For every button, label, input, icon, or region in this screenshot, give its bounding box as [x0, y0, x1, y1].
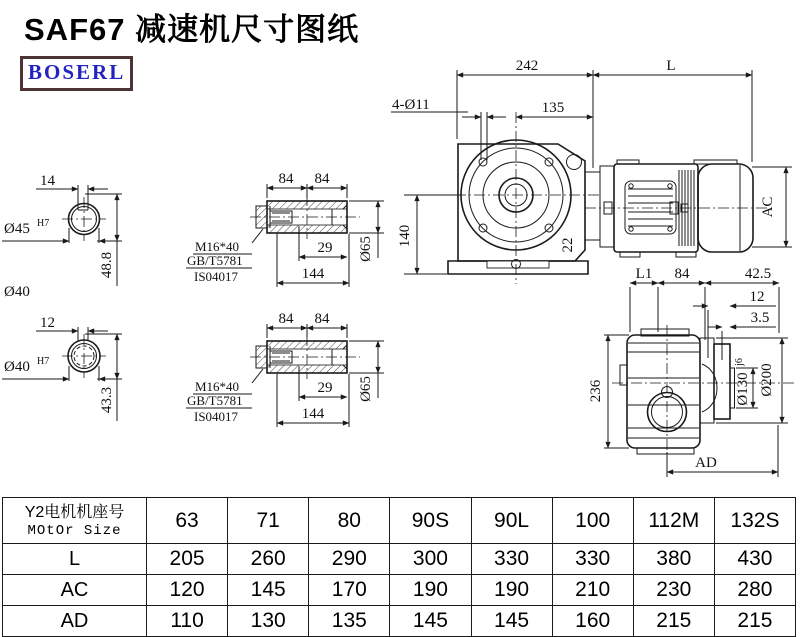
- dim-front-motor-length: L: [666, 58, 676, 74]
- cell-ac-2: 170: [309, 575, 390, 606]
- cell-ac-7: 280: [714, 575, 795, 606]
- row-label-ac: AC: [3, 575, 147, 606]
- dim-bore-bottom: Ø40: [4, 359, 30, 375]
- dim-bore-top: Ø45: [4, 221, 30, 237]
- front-view: [391, 58, 792, 284]
- cell-ac-3: 190: [390, 575, 471, 606]
- table-col-90s: 90S: [390, 498, 471, 544]
- cell-l-1: 260: [228, 544, 309, 575]
- dim-front-center-height: 140: [397, 224, 413, 248]
- dim-hollow-top-dia: Ø65: [358, 236, 374, 262]
- table-header-label-cell: [3, 498, 147, 544]
- table-col-71: 71: [228, 498, 309, 544]
- cell-ad-6: 215: [633, 606, 714, 637]
- note-iso-bottom: IS04017: [194, 409, 239, 424]
- dim-front-bolt-holes: 4-Ø11: [392, 97, 430, 113]
- cell-l-2: 290: [309, 544, 390, 575]
- table-header-label-cn: Y2电机机座号: [24, 503, 125, 521]
- cell-ad-4: 145: [471, 606, 552, 637]
- cell-ac-1: 145: [228, 575, 309, 606]
- dim-keyway-width-bottom: 12: [40, 315, 55, 331]
- dim-side-spigot-tol: j6: [734, 358, 745, 366]
- table-row-ac: [3, 575, 796, 606]
- dim-hollow-bot-dia: Ø65: [358, 376, 374, 402]
- cell-ac-5: 210: [552, 575, 633, 606]
- cell-l-6: 380: [633, 544, 714, 575]
- shaft-section-bottom-view: [2, 315, 122, 421]
- cell-l-3: 300: [390, 544, 471, 575]
- table-col-90l: 90L: [471, 498, 552, 544]
- dim-side-84: 84: [674, 266, 690, 282]
- table-col-100: 100: [552, 498, 633, 544]
- side-view: [588, 266, 795, 477]
- brand-logo: [20, 56, 133, 91]
- dim-bore-top-tol: H7: [37, 218, 50, 229]
- dim-hollow-top-84b: 84: [314, 171, 330, 187]
- dim-hollow-bot-84b: 84: [314, 311, 330, 327]
- hollow-shaft-top-view: [186, 171, 384, 287]
- cell-ac-0: 120: [147, 575, 228, 606]
- table-row-ad: [3, 606, 796, 637]
- cell-ad-7: 215: [714, 606, 795, 637]
- dim-front-motor-dia: AC: [760, 196, 776, 218]
- dim-side-35: 3.5: [750, 310, 770, 326]
- shaft-diameter-label: Ø40: [4, 284, 30, 300]
- dim-front-135: 135: [541, 100, 565, 116]
- note-std-bottom: GB/T5781: [187, 393, 243, 408]
- table-col-63: 63: [147, 498, 228, 544]
- cell-ad-0: 110: [147, 606, 228, 637]
- dim-side-425: 42.5: [744, 266, 772, 282]
- page-title: SAF67 减速机尺寸图纸: [24, 12, 360, 47]
- dim-side-spigot: Ø130: [735, 372, 751, 406]
- dim-keyway-width-top: 14: [40, 173, 55, 189]
- cell-ad-3: 145: [390, 606, 471, 637]
- note-iso-top: IS04017: [194, 269, 239, 284]
- cell-l-0: 205: [147, 544, 228, 575]
- table-header-row: [3, 498, 796, 544]
- dim-side-l1: L1: [635, 266, 653, 282]
- table-col-80: 80: [309, 498, 390, 544]
- note-std-top: GB/T5781: [187, 253, 243, 268]
- dim-front-width: 242: [515, 58, 539, 74]
- dim-front-base: 22: [560, 237, 576, 253]
- dim-hollow-bot-29: 29: [317, 380, 333, 396]
- dim-side-flange-od: Ø200: [759, 363, 775, 397]
- dim-side-ad: AD: [695, 455, 717, 471]
- dim-side-height: 236: [588, 379, 604, 403]
- dim-depth-bottom: 43.3: [99, 386, 115, 414]
- motor-body: [604, 160, 753, 257]
- cell-ad-5: 160: [552, 606, 633, 637]
- table-col-112m: 112M: [633, 498, 714, 544]
- dim-side-12: 12: [749, 289, 765, 305]
- brand-logo-text: BOSERL: [28, 60, 126, 84]
- dim-hollow-bot-144: 144: [301, 406, 325, 422]
- dim-hollow-bot-84a: 84: [278, 311, 294, 327]
- dim-hollow-top-84a: 84: [278, 171, 294, 187]
- motor-size-table: [2, 497, 796, 637]
- table-row-l: [3, 544, 796, 575]
- cell-ac-4: 190: [471, 575, 552, 606]
- cell-l-4: 330: [471, 544, 552, 575]
- table-col-132s: 132S: [714, 498, 795, 544]
- dim-hollow-top-144: 144: [301, 266, 325, 282]
- dim-depth-top: 48.8: [99, 251, 115, 279]
- table-header-label-en: MOtOr Size: [27, 522, 122, 539]
- cell-l-5: 330: [552, 544, 633, 575]
- hollow-shaft-bottom-view: [186, 311, 384, 427]
- cell-l-7: 430: [714, 544, 795, 575]
- row-label-l: L: [3, 544, 147, 575]
- note-bolt-bottom: M16*40: [195, 379, 240, 394]
- cell-ad-1: 130: [228, 606, 309, 637]
- dim-bore-bottom-tol: H7: [37, 356, 50, 367]
- cell-ac-6: 230: [633, 575, 714, 606]
- note-bolt-top: M16*40: [195, 239, 240, 254]
- dim-hollow-top-29: 29: [317, 240, 333, 256]
- cell-ad-2: 135: [309, 606, 390, 637]
- shaft-section-top-view: [2, 173, 122, 286]
- row-label-ad: AD: [3, 606, 147, 637]
